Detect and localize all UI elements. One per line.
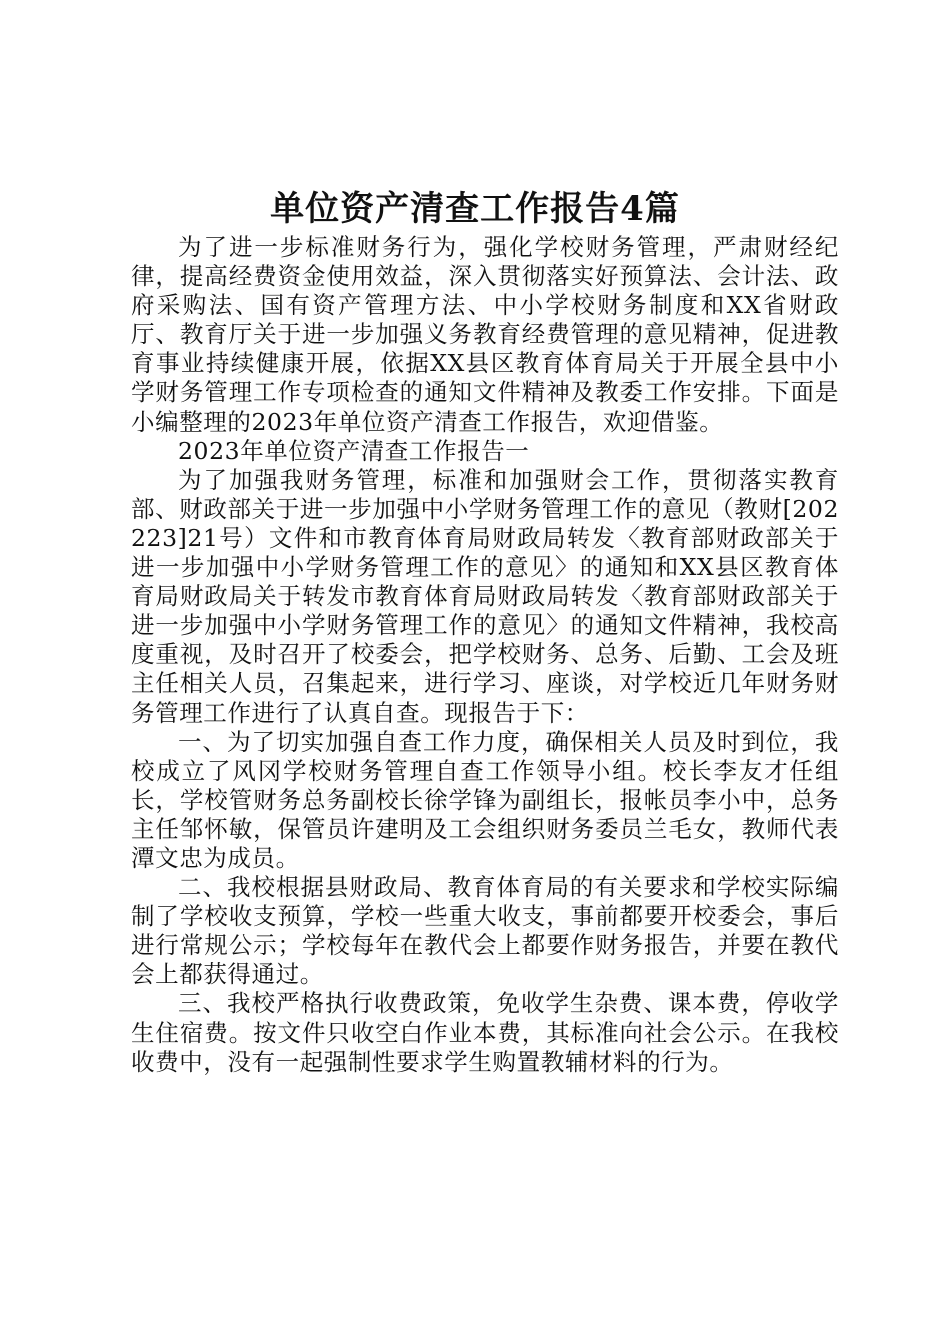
item-three-paragraph: 三、我校严格执行收费政策，免收学生杂费、课本费，停收学生住宿费。按文件只收空白作业本费，其标准向社会公示。在我校收费中，没有一起强制性要求学生购置教辅材料的行为。	[131, 989, 839, 1076]
document-body	[131, 233, 839, 1077]
report-paragraph: 为了加强我财务管理，标准和加强财会工作，贯彻落实教育部、财政部关于进一步加强中小学财务管理工作的意见（教财[202223]21号）文件和市教育体育局财政局转发〈教育部财政部关于进一步加强中小学财务管理工作的意见〉的通知和XX县区教育体育局财政局关于转发市教育体育局财政局转发〈教育部财政部关于进一步加强中小学财务管理工作的意见〉的通知文件精神，我校高度重视，及时召开了校委会，把学校财务、总务、后勤、工会及班主任相关人员，召集起来，进行学习、座谈，对学校近几年财务财务管理工作进行了认真自查。现报告于下：	[131, 465, 839, 727]
section-heading: 2023年单位资产清查工作报告一	[178, 436, 530, 465]
item-two-paragraph: 二、我校根据县财政局、教育体育局的有关要求和学校实际编制了学校收支预算，学校一些重大收支，事前都要开校委会，事后进行常规公示；学校每年在教代会上都要作财务报告，并要在教代会上都获得通过。	[131, 873, 839, 989]
document-title: 单位资产清查工作报告4篇	[270, 189, 680, 229]
item-one-paragraph: 一、为了切实加强自查工作力度，确保相关人员及时到位，我校成立了风冈学校财务管理自查工作领导小组。校长李友才任组长，学校管财务总务副校长徐学锋为副组长，报帐员李小中，总务主任邹怀敏，保管员许建明及工会组织财务委员兰毛女，教师代表潭文忠为成员。	[131, 727, 839, 872]
intro-paragraph: 为了进一步标准财务行为，强化学校财务管理，严肃财经纪律，提高经费资金使用效益，深入贯彻落实好预算法、会计法、政府采购法、国有资产管理方法、中小学校财务制度和XX省财政厅、教育厅关于进一步加强义务教育经费管理的意见精神，促进教育事业持续健康开展，依据XX县区教育体育局关于开展全县中小学财务管理工作专项检查的通知文件精神及教委工作安排。下面是小编整理的2023年单位资产清查工作报告，欢迎借鉴。	[131, 233, 839, 436]
